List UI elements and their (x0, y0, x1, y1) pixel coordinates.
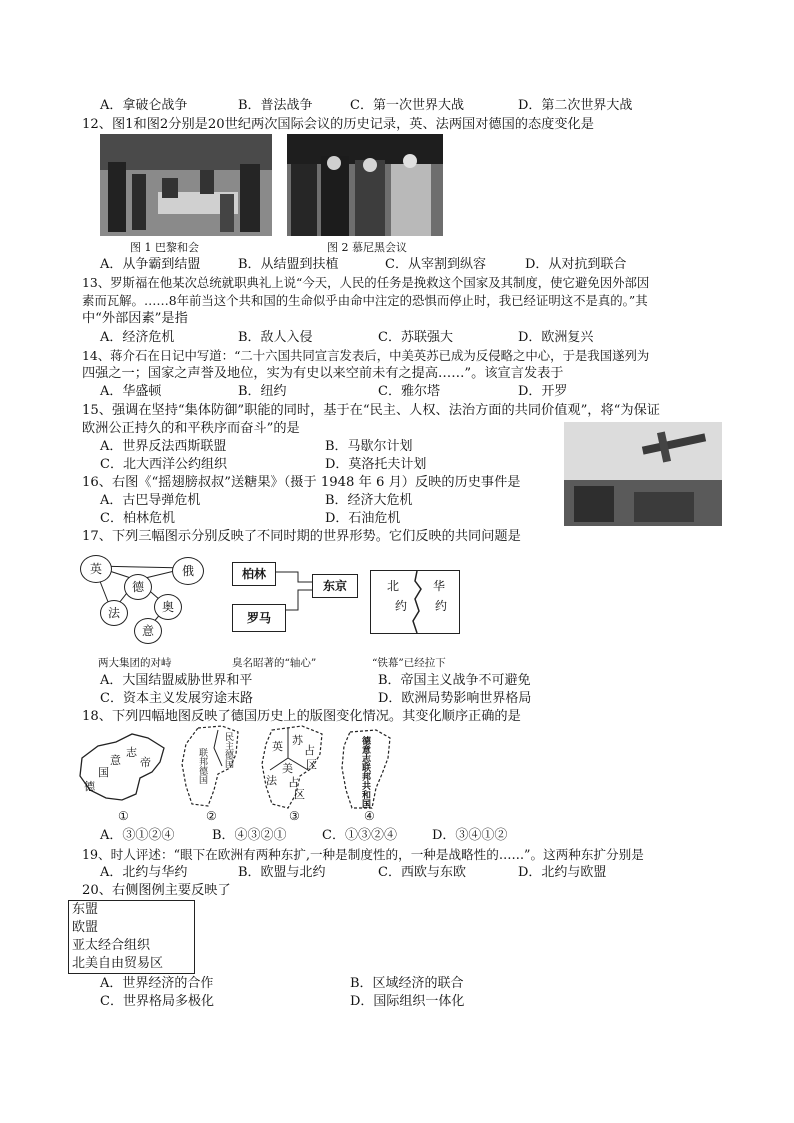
q13-stem-line3: 中“外部因素”是指 (82, 311, 188, 326)
q17-option-d[interactable]: D．欧洲局势影响世界格局 (378, 691, 532, 706)
q19-stem: 19、时人评述：“眼下在欧洲有两种东扩,一种是制度性的，一种是战略性的……”。这两种东扩分别是 (82, 847, 644, 862)
map1-label-1: 意 (110, 754, 121, 767)
q19-option-c[interactable]: C．西欧与东欧 (378, 865, 466, 880)
q16-option-a[interactable]: A．古巴导弹危机 (100, 493, 201, 508)
q17-fig3-caption: “铁幕”已经拉下 (372, 657, 446, 669)
legend-item-asean: 东盟 (72, 902, 99, 917)
map-two-germanys (178, 724, 244, 810)
map1-number: ① (118, 809, 129, 823)
iron-curtain-map (370, 570, 460, 634)
q14-stem-line2: 四强之一；国家之声誉及地位，实为有史以来空前未有之提高……”。该宣言发表于 (82, 366, 564, 381)
map2-label-gdr: 民主德国 (223, 732, 233, 768)
q13-option-b[interactable]: B．敌人入侵 (238, 330, 313, 345)
q20-option-c[interactable]: C．世界格局多极化 (100, 994, 214, 1009)
map3-number: ③ (289, 809, 300, 823)
node-austria: 奥 (154, 594, 182, 620)
q13-option-a[interactable]: A．经济危机 (100, 330, 175, 345)
node-russia: 俄 (172, 557, 204, 585)
q13-option-d[interactable]: D．欧洲复兴 (518, 330, 594, 345)
q20-option-b[interactable]: B．区域经济的联合 (350, 976, 464, 991)
map2-number: ② (206, 809, 217, 823)
map3-label-5: 美 (282, 762, 293, 775)
q12-option-a[interactable]: A．从争霸到结盟 (100, 257, 201, 272)
q13-stem-line1: 13、罗斯福在他某次总统就职典礼上说“今天，人民的任务是挽救这个国家及其制度，使它避免因外部因 (82, 275, 650, 290)
map-label-yue-1: 约 (395, 599, 408, 613)
q14-option-a[interactable]: A．华盛顿 (100, 384, 162, 399)
q18-option-a[interactable]: A．③①②④ (100, 828, 175, 843)
q11-option-a[interactable]: A．拿破仑战争 (100, 98, 188, 113)
q11-option-c[interactable]: C．第一次世界大战 (350, 98, 464, 113)
q12-option-c[interactable]: C．从宰割到纵容 (385, 257, 486, 272)
q16-option-d[interactable]: D．石油危机 (325, 511, 401, 526)
map2-label-frg: 联邦德国 (197, 748, 207, 784)
q19-option-a[interactable]: A．北约与华约 (100, 865, 188, 880)
node-france: 法 (100, 600, 128, 626)
q19-option-b[interactable]: B．欧盟与北约 (238, 865, 326, 880)
q14-option-d[interactable]: D．开罗 (518, 384, 568, 399)
map3-label-7: 占 (288, 776, 299, 789)
q14-stem-line1: 14、蒋介石在日记中写道：“二十六国共同宣言发表后，中美英苏已成为反侵略之中心，于是我国遂列为 (82, 348, 650, 363)
q17-option-a[interactable]: A．大国结盟威胁世界和平 (100, 673, 253, 688)
map-label-yue-2: 约 (435, 599, 448, 613)
q17-option-c[interactable]: C．资本主义发展穷途末路 (100, 691, 253, 706)
q14-option-c[interactable]: C．雅尔塔 (378, 384, 440, 399)
q14-option-b[interactable]: B．纽约 (238, 384, 287, 399)
q15-option-b[interactable]: B．马歇尔计划 (325, 439, 413, 454)
munich-conference-photo (287, 134, 443, 236)
q16-stem: 16、右图《“摇翅膀叔叔”送糖果》（摄于 1948 年 6 月）反映的历史事件是 (82, 475, 521, 490)
map4-number: ④ (364, 809, 375, 823)
map3-label-1: 英 (272, 740, 283, 753)
q17-fig1-caption: 两大集团的对峙 (98, 657, 172, 669)
q18-option-d[interactable]: D．③④①② (432, 828, 508, 843)
q15-option-d[interactable]: D．莫洛托夫计划 (325, 457, 427, 472)
map1-label-5: 德 (84, 780, 95, 793)
q13-stem-line2: 素而瓦解。……8年前当这个共和国的生命似乎由命中注定的恐惧而停止时，我已经证明这不是真的。”其 (82, 293, 648, 308)
map3-label-6: 法 (266, 774, 277, 787)
fig2-caption: 图 2 慕尼黑会议 (327, 241, 407, 254)
q15-stem-line2: 欧洲公正持久的和平秩序而奋斗”的是 (82, 421, 300, 436)
map4-label: 德意志联邦共和国 (360, 736, 370, 808)
fig1-caption: 图 1 巴黎和会 (130, 241, 199, 254)
box-rome: 罗马 (232, 604, 286, 632)
q20-option-d[interactable]: D．国际组织一体化 (350, 994, 465, 1009)
map-occupation-zones (258, 724, 328, 810)
map-unified-germany (338, 728, 394, 812)
q16-option-c[interactable]: C．柏林危机 (100, 511, 175, 526)
q12-option-d[interactable]: D．从对抗到联合 (525, 257, 627, 272)
node-britain: 英 (80, 555, 112, 583)
q18-stem: 18、下列四幅地图反映了德国历史上的版图变化情况。其变化顺序正确的是 (82, 709, 521, 724)
map3-label-8: 区 (294, 788, 305, 801)
legend-item-apec: 亚太经合组织 (72, 938, 151, 953)
map3-label-3: 占 (304, 744, 315, 757)
map1-label-4: 国 (98, 766, 109, 779)
q12-option-b[interactable]: B．从结盟到扶植 (238, 257, 339, 272)
map1-label-2: 志 (126, 746, 137, 759)
node-germany: 德 (124, 574, 152, 600)
map3-label-4: 区 (306, 758, 317, 771)
map-label-bei: 北 (387, 579, 400, 593)
q17-fig2-caption: 臭名昭著的“轴心” (232, 657, 317, 669)
map1-label-3: 帝 (140, 756, 151, 769)
q18-option-b[interactable]: B．④③②① (212, 828, 287, 843)
paris-peace-conference-photo (100, 134, 272, 236)
q18-option-c[interactable]: C．①③②④ (322, 828, 397, 843)
q20-option-a[interactable]: A．世界经济的合作 (100, 976, 214, 991)
q15-option-a[interactable]: A．世界反法西斯联盟 (100, 439, 227, 454)
q16-option-b[interactable]: B．经济大危机 (325, 493, 413, 508)
box-tokyo: 东京 (312, 574, 358, 598)
map-german-empire (76, 728, 168, 804)
q17-option-b[interactable]: B．帝国主义战争不可避免 (378, 673, 531, 688)
q15-option-c[interactable]: C．北大西洋公约组织 (100, 457, 227, 472)
q20-stem: 20、右侧图例主要反映了 (82, 883, 231, 898)
q11-option-d[interactable]: D．第二次世界大战 (518, 98, 633, 113)
berlin-airlift-photo (564, 422, 722, 526)
map-label-hua: 华 (433, 579, 446, 593)
q12-stem: 12、图1和图2分别是20世纪两次国际会议的历史记录，英、法两国对德国的态度变化是 (82, 117, 594, 132)
node-italy: 意 (134, 618, 162, 644)
q11-option-b[interactable]: B．普法战争 (238, 98, 313, 113)
box-berlin: 柏林 (232, 562, 276, 586)
legend-item-eu: 欧盟 (72, 920, 99, 935)
q15-stem-line1: 15、强调在坚持“集体防御”职能的同时，基于在“民主、人权、法治方面的共同价值观”，将“为保证 (82, 403, 660, 418)
q13-option-c[interactable]: C．苏联强大 (378, 330, 453, 345)
q17-stem: 17、下列三幅图示分别反映了不同时期的世界形势。它们反映的共同问题是 (82, 529, 521, 544)
legend-item-nafta: 北美自由贸易区 (72, 956, 164, 971)
q20-legend-box (68, 900, 195, 974)
q19-option-d[interactable]: D．北约与欧盟 (518, 865, 607, 880)
map3-label-2: 苏 (292, 734, 303, 747)
